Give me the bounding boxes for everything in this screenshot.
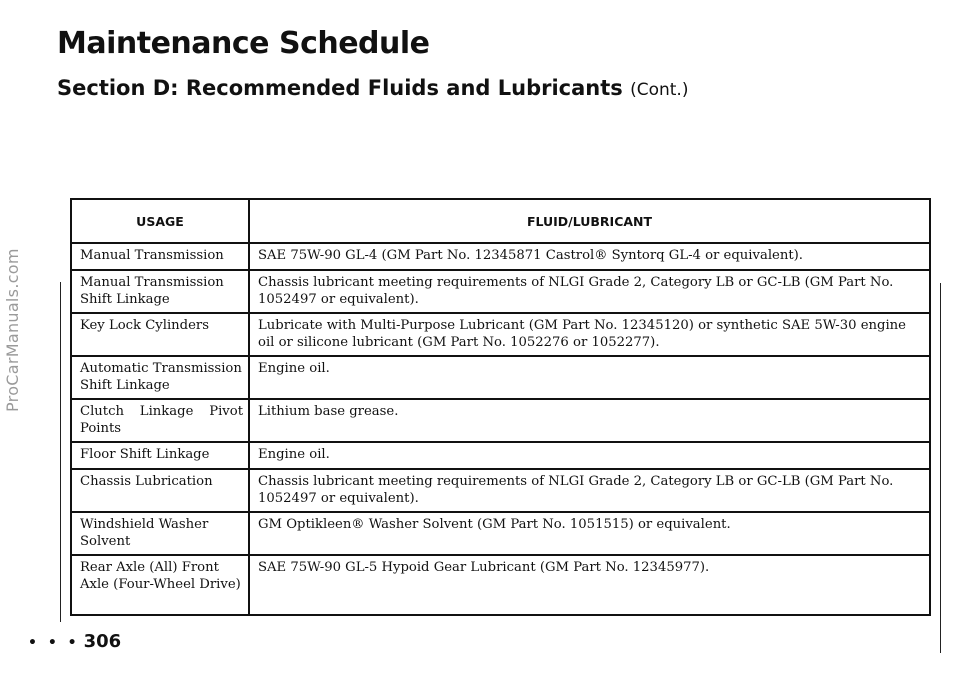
usage-cell: Chassis Lubrication xyxy=(71,469,249,512)
fluid-cell: Engine oil. xyxy=(249,442,930,469)
table-row xyxy=(71,356,930,399)
page-title: Maintenance Schedule xyxy=(57,26,430,61)
fluid-cell: Chassis lubricant meeting requirements of NLGI Grade 2, Category LB or GC-LB (GM Part No. 1052497 or equivalent). xyxy=(249,270,930,313)
table-row xyxy=(71,555,930,615)
table-row xyxy=(71,512,930,555)
page-number-value: 306 xyxy=(83,631,122,652)
header-usage: USAGE xyxy=(71,199,249,243)
usage-cell: Key Lock Cylinders xyxy=(71,313,249,356)
fluid-cell: Lithium base grease. xyxy=(249,399,930,442)
fluid-cell: GM Optikleen® Washer Solvent (GM Part No. 1051515) or equivalent. xyxy=(249,512,930,555)
page-number xyxy=(28,631,121,652)
usage-cell: Manual Transmission Shift Linkage xyxy=(71,270,249,313)
table-row xyxy=(71,270,930,313)
usage-cell: Windshield Washer Solvent xyxy=(71,512,249,555)
subtitle-cont: (Cont.) xyxy=(630,80,689,100)
table-row xyxy=(71,243,930,270)
fluid-cell: SAE 75W-90 GL-4 (GM Part No. 12345871 Castrol® Syntorq GL-4 or equivalent). xyxy=(249,243,930,270)
table-row xyxy=(71,399,930,442)
fluid-cell: Lubricate with Multi-Purpose Lubricant (GM Part No. 12345120) or synthetic SAE 5W-30 engine oil or silicone lubricant (GM Part No. 1052276 or 1052277). xyxy=(249,313,930,356)
table-row xyxy=(71,313,930,356)
section-subtitle xyxy=(57,76,688,100)
table-row xyxy=(71,442,930,469)
usage-cell: Automatic Transmission Shift Linkage xyxy=(71,356,249,399)
usage-cell: Rear Axle (All) Front Axle (Four-Wheel Drive) xyxy=(71,555,249,615)
table-row xyxy=(71,469,930,512)
header-fluid: FLUID/LUBRICANT xyxy=(249,199,930,243)
fluid-cell: Chassis lubricant meeting requirements of NLGI Grade 2, Category LB or GC-LB (GM Part No. 1052497 or equivalent). xyxy=(249,469,930,512)
left-margin-rule xyxy=(60,282,61,622)
page-dots: • • • xyxy=(28,635,80,651)
fluids-table xyxy=(70,198,931,616)
usage-cell: Manual Transmission xyxy=(71,243,249,270)
watermark: ProCarManuals.com xyxy=(3,248,22,412)
usage-cell: Clutch Linkage Pivot Points xyxy=(71,399,249,442)
usage-cell: Floor Shift Linkage xyxy=(71,442,249,469)
fluid-cell: SAE 75W-90 GL-5 Hypoid Gear Lubricant (GM Part No. 12345977). xyxy=(258,560,710,575)
right-margin-rule xyxy=(940,283,941,653)
fluid-cell: Engine oil. xyxy=(249,356,930,399)
table-header-row xyxy=(71,199,930,243)
subtitle-text: Section D: Recommended Fluids and Lubricants xyxy=(57,76,623,100)
